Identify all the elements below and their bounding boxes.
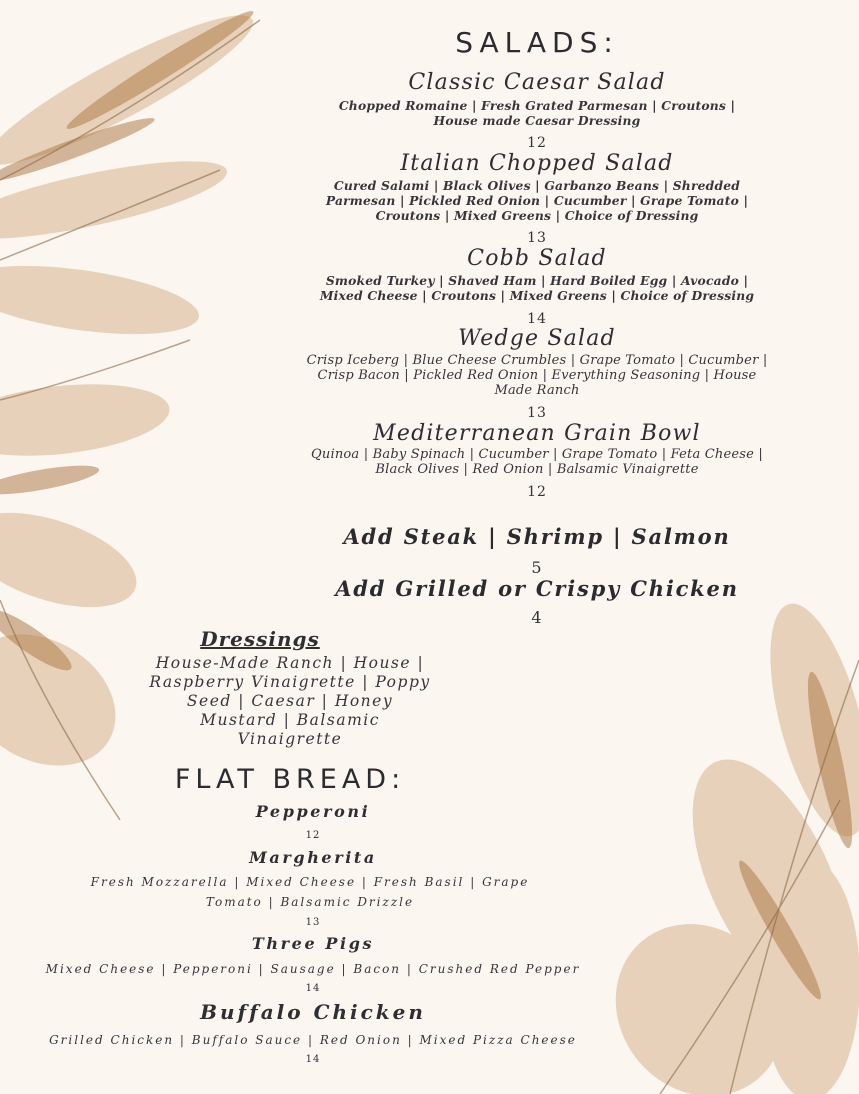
salad-name: Cobb Salad bbox=[467, 246, 607, 271]
salad-price: 12 bbox=[527, 135, 547, 151]
addon-price: 5 bbox=[531, 558, 543, 577]
salad-price: 13 bbox=[527, 230, 547, 246]
salad-description: Quinoa | Baby Spinach | Cucumber | Grape Tomato | Feta Cheese | Black Olives | Red Onion | Balsamic Vinaigrette bbox=[311, 447, 763, 477]
salad-price: 12 bbox=[527, 484, 547, 500]
salads-title: SALADS: bbox=[455, 26, 619, 59]
flatbread-price: 14 bbox=[305, 1054, 321, 1065]
flatbread-price: 13 bbox=[305, 917, 321, 928]
salad-price: 13 bbox=[527, 405, 547, 421]
flatbread-name: Margherita bbox=[249, 848, 377, 867]
dressings-title: Dressings bbox=[200, 627, 320, 651]
flatbread-section bbox=[40, 760, 620, 1090]
salad-description: Cured Salami | Black Olives | Garbanzo Beans | Shredded Parmesan | Pickled Red Onion | Cucumber | Grape Tomato | Croutons | Mixed Greens | Choice of Dressing bbox=[325, 178, 749, 223]
salad-description: Chopped Romaine | Fresh Grated Parmesan | Croutons | House made Caesar Dressing bbox=[338, 98, 736, 128]
salad-name: Mediterranean Grain Bowl bbox=[373, 421, 701, 446]
flatbread-description: Mixed Cheese | Pepperoni | Sausage | Bacon | Crushed Red Pepper bbox=[45, 962, 581, 976]
dressings-section bbox=[148, 620, 432, 748]
flatbread-name: Three Pigs bbox=[251, 934, 375, 953]
salad-description: Smoked Turkey | Shaved Ham | Hard Boiled Egg | Avocado | Mixed Cheese | Croutons | Mixed Greens | Choice of Dressing bbox=[319, 273, 755, 303]
salad-name: Italian Chopped Salad bbox=[400, 151, 674, 176]
salad-name: Wedge Salad bbox=[458, 326, 616, 351]
addon-protein: Add Steak | Shrimp | Salmon bbox=[343, 524, 731, 549]
flatbread-price: 14 bbox=[305, 983, 321, 994]
dressings-list: House-Made Ranch | House | Raspberry Vinaigrette | Poppy Seed | Caesar | Honey Mustard | Balsamic Vinaigrette bbox=[149, 654, 431, 748]
addon-price: 4 bbox=[531, 608, 543, 627]
flatbread-name: Buffalo Chicken bbox=[200, 1000, 426, 1024]
flatbread-price: 12 bbox=[305, 830, 321, 841]
salad-name: Classic Caesar Salad bbox=[408, 70, 666, 95]
flatbread-title: FLAT BREAD: bbox=[174, 764, 406, 795]
salad-price: 14 bbox=[527, 311, 547, 327]
salad-description: Crisp Iceberg | Blue Cheese Crumbles | Grape Tomato | Cucumber | Crisp Bacon | Pickled Red Onion | Everything Seasoning | House Made Ranch bbox=[306, 353, 768, 398]
salads-section bbox=[296, 0, 778, 627]
flatbread-description: Grilled Chicken | Buffalo Sauce | Red Onion | Mixed Pizza Cheese bbox=[49, 1033, 577, 1047]
pampas-grass-right-illustration bbox=[580, 600, 859, 1094]
addon-chicken: Add Grilled or Crispy Chicken bbox=[335, 576, 739, 601]
flatbread-description: Fresh Mozzarella | Mixed Cheese | Fresh Basil | Grape Tomato | Balsamic Drizzle bbox=[90, 875, 530, 909]
flatbread-name: Pepperoni bbox=[255, 802, 371, 821]
